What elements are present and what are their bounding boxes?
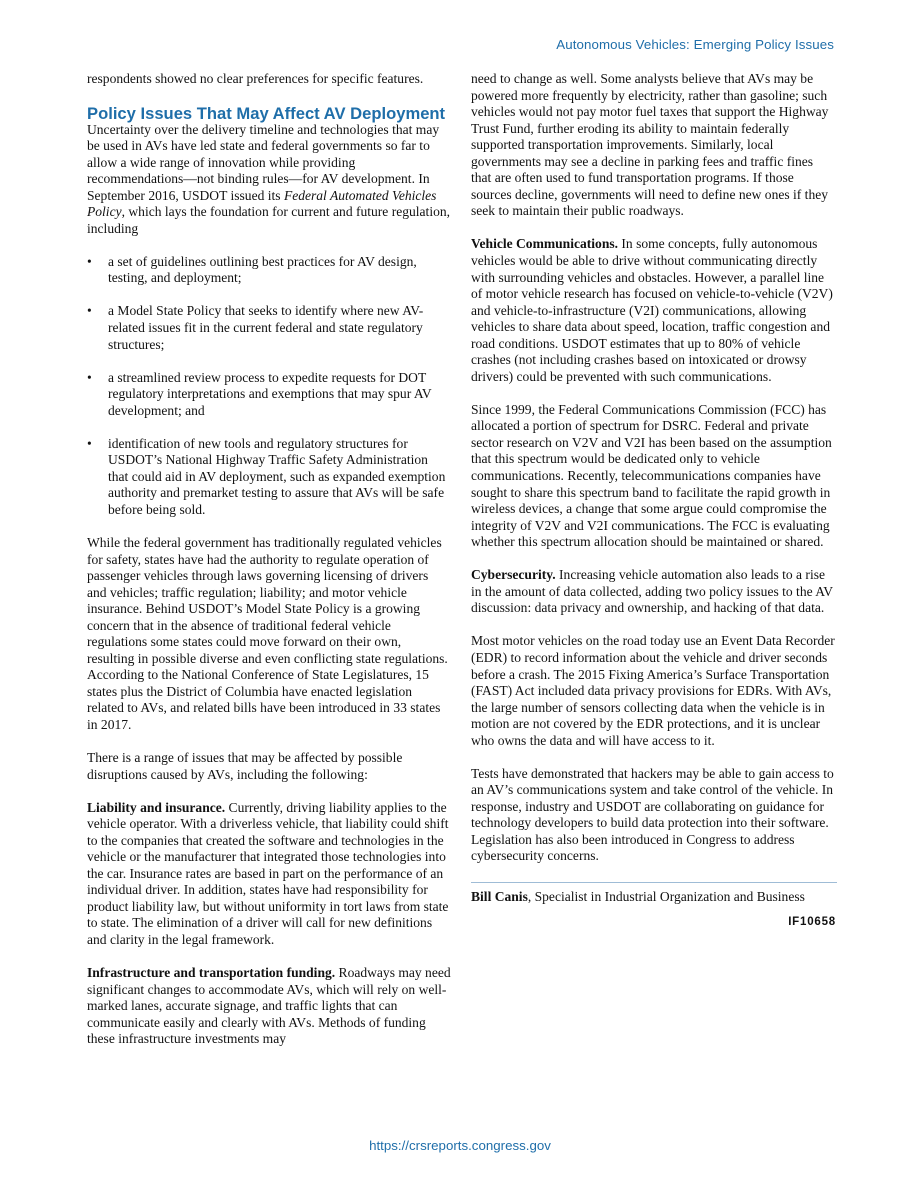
author-name: Bill Canis	[471, 888, 528, 904]
list-item	[87, 370, 451, 420]
vehicle-communications-lead: Vehicle Communications.	[471, 236, 619, 252]
edr-paragraph: Most motor vehicles on the road today use an Event Data Recorder (EDR) to record information about the vehicle and driver seconds before a crash. The 2015 Fixing America’s Surface Transportation (FAST) Act included data privacy provisions for EDRs. With AVs, the large number of sensors collecting data when the vehicle is in motion are not covered by the EDR protections, and it is unclear who owns the data and will have access to it.	[471, 633, 835, 748]
liability-lead: Liability and insurance.	[87, 799, 226, 815]
federal-state-paragraph: While the federal government has traditionally regulated vehicles for safety, states have had the authority to regulate operation of passenger vehicles through laws governing licensing of drivers and vehicles; traffic regulation; liability; and motor vehicle insurance. Behind USDOT’s Model State Policy is a growing concern that in the absence of traditional federal vehicle regulations some states could move forward on their own, resulting in possible diverse and even conflicting state regulations. According to the National Conference of State Legislatures, 15 states plus the District of Columbia have enacted legislation related to AVs, and related bills have been introduced in 33 states in 2017.	[87, 534, 448, 732]
list-item	[87, 436, 451, 519]
vehicle-communications-body: In some concepts, fully autonomous vehicles would be able to drive without communicating directly with surrounding vehicles and obstacles. However, a parallel line of motor vehicle research has focused on vehicle-to-vehicle (V2V) and vehicle-to-infrastructure (V2I) communications, allowing vehicles to share data about speed, location, traffic congestion and road conditions. USDOT estimates that up to 80% of vehicle crashes (not including crashes based on intoxicated or drowsy drivers) could be prevented with such communications.	[471, 236, 833, 384]
policy-bullet-list	[87, 254, 451, 519]
hackers-paragraph: Tests have demonstrated that hackers may be able to gain access to an AV’s communications system and take control of the vehicle. In response, industry and USDOT are collaborating on guidance for technology developers to build data protection into their software. Legislation has also been introduced in Congress to address cybersecurity concerns.	[471, 765, 834, 864]
uncertainty-paragraph	[87, 122, 451, 238]
policy-title: Federal Automated Vehicles Policy	[87, 187, 437, 220]
cybersecurity-lead: Cybersecurity.	[471, 567, 556, 583]
bullet-icon: •	[87, 435, 92, 451]
bullet-icon: •	[87, 303, 92, 319]
bullet-icon: •	[87, 253, 92, 269]
list-item-text: a streamlined review process to expedite requests for DOT regulatory interpretations and exemptions that may spur AV development; and	[108, 369, 432, 418]
author-credit	[471, 889, 836, 906]
section-heading: Policy Issues That May Affect AV Deployment	[87, 103, 446, 123]
footer-link[interactable]: https://crsreports.congress.gov	[369, 1138, 551, 1153]
uncertainty-text: Uncertainty over the delivery timeline and technologies that may be used in AVs have led state and federal governments so far to allow a wide range of innovation while providing recommendations—not binding rules—for AV development. In September 2016, USDOT issued its	[87, 121, 440, 203]
intro-paragraph: respondents showed no clear preferences for specific features.	[87, 71, 424, 86]
liability-body: Currently, driving liability applies to the vehicle operator. With a driverless vehicle, that liability could shift to the companies that created the software and technologies in the vehicle or the manufacturer that integrated those technologies into the car. Insurance rates are based in part on the performance of an individual driver. In addition, states have had responsibility for product liability law, but without uniformity in tort laws from state to state. The elimination of a driver will call for new definitions and clarity in the legal framework.	[87, 799, 449, 948]
bullet-icon: •	[87, 369, 92, 385]
infrastructure-paragraph	[87, 965, 451, 1048]
infrastructure-body: Roadways may need significant changes to accommodate AVs, which will rely on well-marked lanes, accurate signage, and traffic lights that can communicate easily and clearly with AVs. Methods of funding these infrastructure investments may	[87, 965, 451, 1047]
author-divider	[471, 882, 837, 883]
report-id: IF10658	[788, 916, 836, 929]
list-item-text: a Model State Policy that seeks to identify where new AV-related issues fit in the current federal and state regulatory structures;	[108, 303, 424, 352]
vehicle-communications-paragraph	[471, 236, 836, 385]
list-item-text: a set of guidelines outlining best practices for AV design, testing, and deployment;	[108, 253, 417, 286]
cybersecurity-body: Increasing vehicle automation also leads to a rise in the amount of data collected, adding two policy issues to the AV discussion: data privacy and ownership, and hacking of that data.	[471, 567, 833, 616]
funding-continued-paragraph: need to change as well. Some analysts believe that AVs may be powered more frequently by electricity, rather than gasoline; such vehicles would not pay motor fuel taxes that support the Highway Trust Fund, further eroding its ability to maintain federally supported transportation improvements. Similarly, local governments may see a decline in parking fees and traffic fines that are often used to fund transportation programs. If those sources decline, governments will need to define new ones if they seek to maintain their public roadways.	[471, 71, 829, 219]
liability-paragraph	[87, 800, 451, 949]
list-item-text: identification of new tools and regulatory structures for USDOT’s National Highway Traffic Safety Administration that could aid in AV deployment, such as expanded exemption authority and premarket testing to assure that AVs will be safe before being sold.	[108, 435, 446, 517]
right-column	[471, 71, 836, 931]
running-header: Autonomous Vehicles: Emerging Policy Issues	[556, 37, 834, 52]
fcc-paragraph: Since 1999, the Federal Communications Commission (FCC) has allocated a portion of spectrum for DSRC. Federal and private sector research on V2V and V2I has been based on the assumption that this spectrum would be dedicated only to vehicle communications. Recently, telecommunications companies have sought to share this spectrum band to facilitate the rapid growth in wireless devices, a change that some argue could compromise the integrity of V2V and V2I communications. The FCC is evaluating whether this spectrum allocation should be maintained or shared.	[471, 401, 832, 550]
infrastructure-lead: Infrastructure and transportation funding.	[87, 965, 336, 981]
cybersecurity-paragraph	[471, 567, 836, 617]
author-title: , Specialist in Industrial Organization and Business	[527, 888, 805, 904]
left-column	[87, 71, 451, 1064]
list-item	[87, 254, 451, 287]
uncertainty-text-end: , which lays the foundation for current and future regulation, including	[87, 204, 451, 236]
list-item	[87, 303, 451, 353]
issues-intro-paragraph: There is a range of issues that may be affected by possible disruptions caused by AVs, including the following:	[87, 750, 403, 782]
